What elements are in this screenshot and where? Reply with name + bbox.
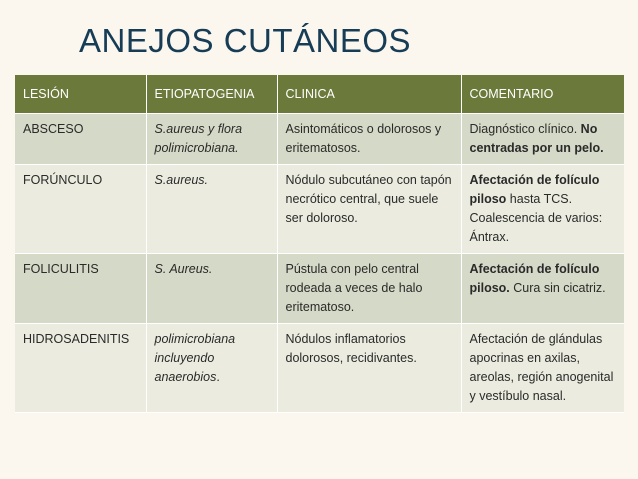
cell-clinica: Asintomáticos o dolorosos y eritematosos.	[277, 114, 461, 165]
table-row-hidrosadenitis	[15, 324, 624, 413]
cell-clinica: Pústula con pelo central rodeada a veces de halo eritematoso.	[277, 254, 461, 324]
cell-lesion: FOLICULITIS	[15, 254, 146, 324]
lesion-table	[15, 75, 624, 413]
cell-lesion: ABSCESO	[15, 114, 146, 165]
cell-comentario	[461, 254, 624, 324]
cell-etiopatogenia: S.aureus y flora polimicrobiana.	[146, 114, 277, 165]
header-clinica: CLINICA	[277, 75, 461, 114]
cell-lesion: FORÚNCULO	[15, 165, 146, 254]
comentario-bold-text: No centradas por un pelo.	[469, 122, 604, 155]
comentario-text: hasta TCS. Coalescencia de varios: Ántrax.	[469, 192, 603, 244]
table-row-forunculo	[15, 165, 624, 254]
page-title: ANEJOS CUTÁNEOS	[79, 22, 412, 59]
table-row-absceso	[15, 114, 624, 165]
comentario-text: Diagnóstico clínico.	[469, 122, 581, 136]
etiopatogenia-text: polimicrobiana incluyendo	[154, 332, 236, 365]
table-row-foliculitis	[15, 254, 624, 324]
cell-etiopatogenia: S.aureus.	[146, 165, 277, 254]
cell-clinica: Nódulo subcutáneo con tapón necrótico central, que suele ser doloroso.	[277, 165, 461, 254]
etiopatogenia-period: .	[216, 370, 220, 384]
cell-clinica: Nódulos inflamatorios dolorosos, recidivantes.	[277, 324, 461, 413]
cell-comentario: Afectación de glándulas apocrinas en axilas, areolas, región anogenital y vestíbulo nasal.	[461, 324, 624, 413]
header-comentario: COMENTARIO	[461, 75, 624, 114]
cell-etiopatogenia: S. Aureus.	[146, 254, 277, 324]
comentario-text: Cura sin cicatriz.	[509, 281, 606, 295]
header-etiopatogenia: ETIOPATOGENIA	[146, 75, 277, 114]
cell-comentario	[461, 114, 624, 165]
table-header-row	[15, 75, 624, 114]
header-lesion: LESIÓN	[15, 75, 146, 114]
etiopatogenia-text-anaerobios: anaerobios	[154, 370, 217, 384]
cell-comentario	[461, 165, 624, 254]
comentario-bold-text: Afectación de folículo piloso.	[469, 262, 600, 295]
cell-lesion: HIDROSADENITIS	[15, 324, 146, 413]
cell-etiopatogenia	[146, 324, 277, 413]
comentario-bold-text: Afectación de folículo piloso	[469, 173, 600, 206]
